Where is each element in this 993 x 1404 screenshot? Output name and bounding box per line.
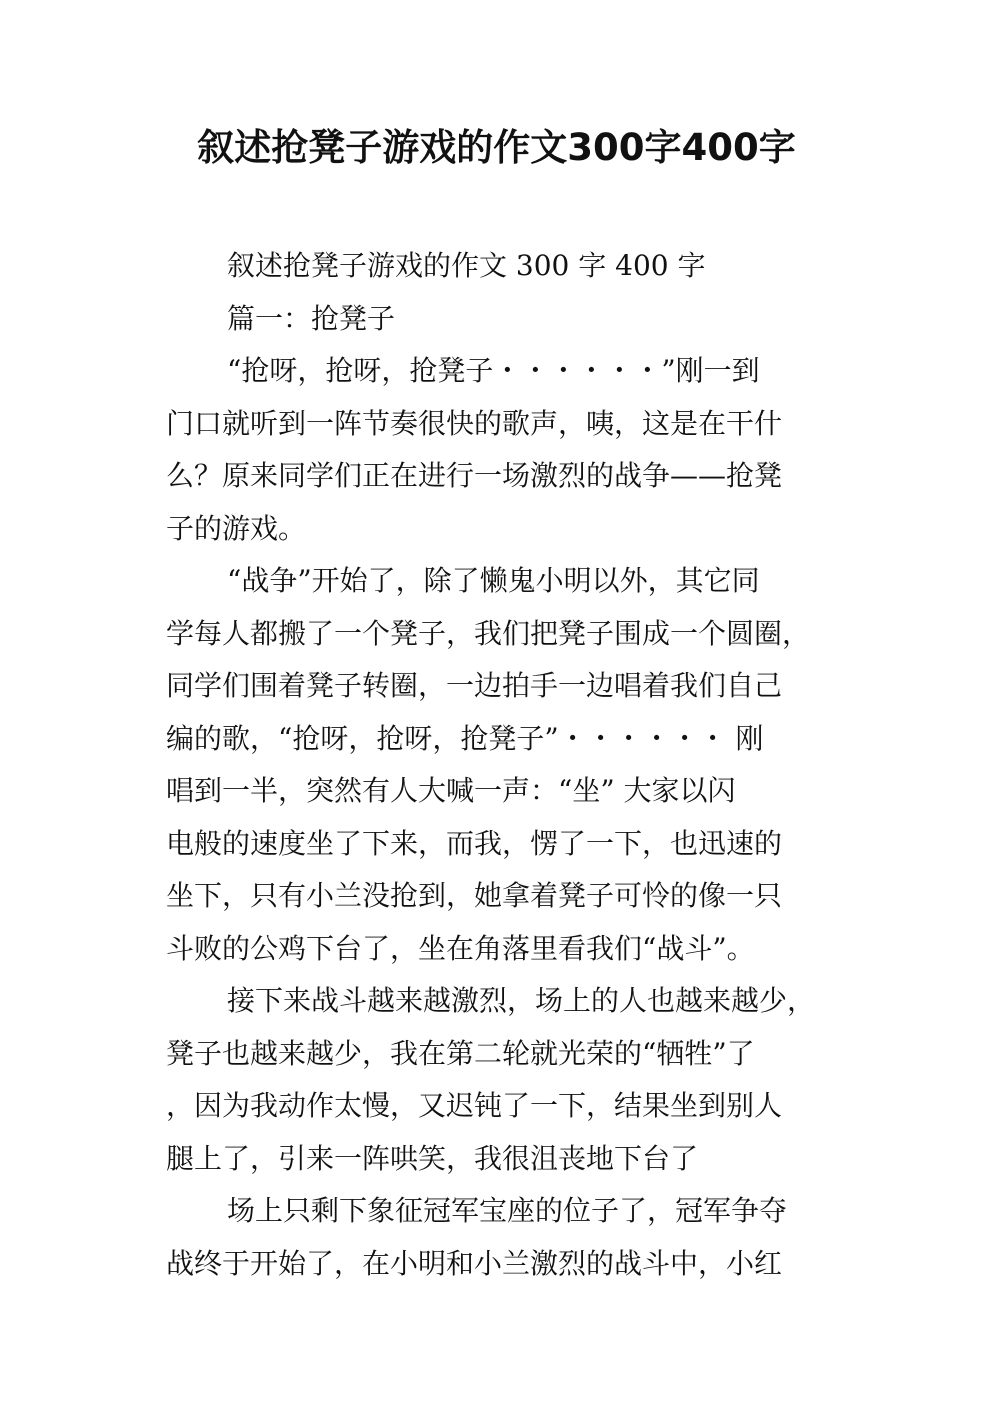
paragraph-line: 子的游戏。 (166, 511, 307, 545)
paragraph-line: 接下来战斗越来越激烈，场上的人也越来越少， (227, 984, 816, 1017)
document-body (166, 240, 831, 1290)
paragraph-line: ，因为我动作太慢，又迟钝了一下，结果坐到别人 (166, 1089, 783, 1122)
paragraph-line: 门口就听到一阵节奏很快的歌声，咦，这是在干什 (166, 406, 783, 440)
paragraph-line: 唱到一半，突然有人大喊一声：“坐” 大家以闪 (166, 774, 736, 807)
paragraph-line: “战争”开始了，除了懒鬼小明以外，其它同 (227, 564, 760, 597)
paragraph-line: 腿上了，引来一阵哄笑，我很沮丧地下台了 (166, 1141, 699, 1175)
paragraph-line: 学每人都搬了一个凳子，我们把凳子围成一个圆圈， (166, 616, 811, 650)
paragraph-line: 么？原来同学们正在进行一场激烈的战争——抢凳 (166, 459, 783, 492)
section-heading: 篇一：抢凳子 (227, 301, 396, 335)
paragraph-line: 场上只剩下象征冠军宝座的位子了，冠军争夺 (227, 1194, 788, 1227)
paragraph-line: 电般的速度坐了下来，而我，愣了一下，也迅速的 (166, 826, 783, 860)
paragraph-line: 凳子也越来越少，我在第二轮就光荣的“牺牲”了 (166, 1036, 755, 1070)
paragraph-line: 斗败的公鸡下台了，坐在角落里看我们“战斗”。 (166, 931, 755, 965)
paragraph-line: 编的歌，“抢呀，抢呀，抢凳子”・・・・・・ 刚 (166, 721, 764, 755)
paragraph-line: 战终于开始了，在小明和小兰激烈的战斗中，小红 (166, 1246, 783, 1280)
document-title: 叙述抢凳子游戏的作文300字400字 (197, 126, 796, 169)
paragraph-line: 坐下，只有小兰没抢到，她拿着凳子可怜的像一只 (166, 879, 783, 912)
paragraph-line: “抢呀，抢呀，抢凳子・・・・・・”刚一到 (227, 354, 760, 387)
paragraph-line: 同学们围着凳子转圈，一边拍手一边唱着我们自己 (166, 669, 783, 702)
subtitle-line: 叙述抢凳子游戏的作文 300 字 400 字 (227, 249, 706, 282)
